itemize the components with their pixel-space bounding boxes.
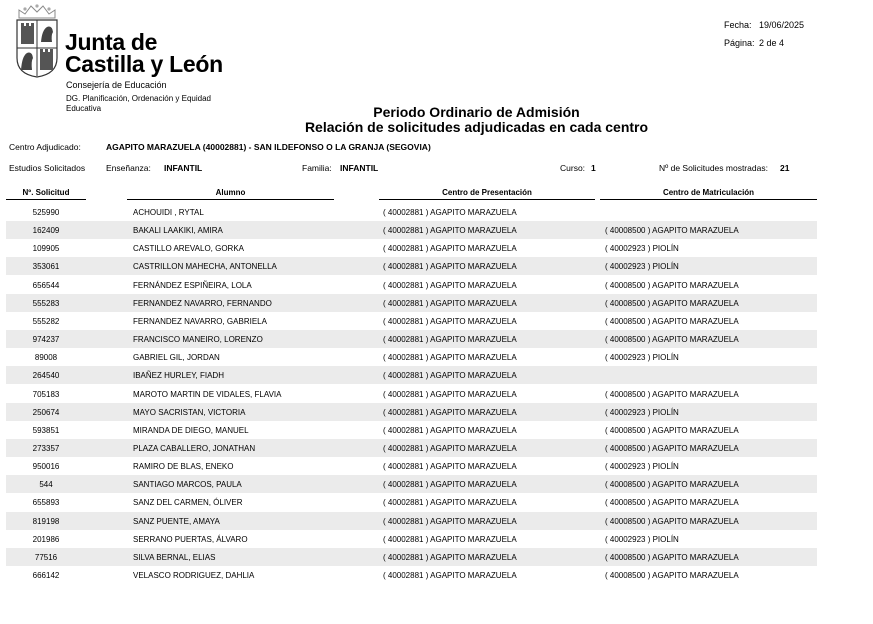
report-title: Periodo Ordinario de Admisión (373, 104, 580, 120)
centro-value: AGAPITO MARAZUELA (40002881) - SAN ILDEFONSO O LA GRANJA (SEGOVIA) (106, 142, 431, 152)
cell-solicitud: 544 (39, 480, 53, 490)
familia-value: INFANTIL (340, 163, 379, 173)
direccion-line-2: Educativa (66, 104, 102, 113)
table-row (6, 566, 817, 584)
cell-presentacion: ( 40002881 ) AGAPITO MARAZUELA (383, 226, 517, 236)
column-header-solicitud: Nº. Solicitud (22, 188, 70, 197)
cell-presentacion: ( 40002881 ) AGAPITO MARAZUELA (383, 298, 517, 308)
cell-alumno: SANZ PUENTE, AMAYA (133, 516, 220, 526)
cell-presentacion: ( 40002881 ) AGAPITO MARAZUELA (383, 516, 517, 526)
table-row (6, 403, 817, 421)
brand-line-1: Junta de (65, 29, 158, 55)
cell-solicitud: 666142 (32, 571, 60, 580)
cell-alumno: ACHOUIDI , RYTAL (133, 208, 204, 217)
cell-matriculacion: ( 40002923 ) PIOLÍN (605, 407, 679, 417)
cell-solicitud: 273357 (32, 443, 60, 453)
header-underline (379, 199, 595, 200)
cell-solicitud: 555283 (32, 298, 60, 308)
cell-matriculacion: ( 40008500 ) AGAPITO MARAZUELA (605, 425, 739, 435)
cell-solicitud: 705183 (32, 389, 60, 399)
cell-solicitud: 593851 (32, 425, 60, 435)
table-row (6, 366, 817, 384)
cell-presentacion: ( 40002881 ) AGAPITO MARAZUELA (383, 335, 517, 345)
cell-solicitud: 162409 (32, 226, 60, 236)
cell-matriculacion: ( 40002923 ) PIOLÍN (605, 534, 679, 544)
brand-line-2: Castilla y León (65, 51, 223, 77)
cell-alumno: CASTILLO AREVALO, GORKA (133, 244, 244, 254)
table-row (6, 203, 817, 221)
cell-alumno: PLAZA CABALLERO, JONATHAN (133, 443, 256, 453)
cell-alumno: SANZ DEL CARMEN, ÓLIVER (133, 498, 243, 508)
table-row (6, 330, 817, 348)
cell-presentacion: ( 40002881 ) AGAPITO MARAZUELA (383, 498, 517, 508)
cell-matriculacion: ( 40008500 ) AGAPITO MARAZUELA (605, 443, 739, 453)
table-row (6, 548, 817, 566)
table-row (6, 421, 817, 439)
column-header-matriculacion: Centro de Matriculación (662, 188, 755, 197)
table-row (6, 312, 817, 330)
ensenanza-value: INFANTIL (164, 163, 203, 173)
fecha-value: 19/06/2025 (759, 20, 805, 30)
report-subtitle: Relación de solicitudes adjudicadas en cada centro (304, 119, 649, 135)
cell-presentacion: ( 40002881 ) AGAPITO MARAZUELA (383, 389, 517, 399)
cell-alumno: CASTRILLON MAHECHA, ANTONELLA (133, 262, 277, 272)
table-row (6, 221, 817, 239)
cell-presentacion: ( 40002881 ) AGAPITO MARAZUELA (383, 480, 517, 490)
fecha-label: Fecha: (724, 20, 752, 30)
cell-solicitud: 353061 (32, 262, 60, 272)
table-row (6, 512, 817, 530)
cell-alumno: FERNANDEZ NAVARRO, GABRIELA (133, 316, 267, 326)
num-solicitudes-value: 21 (780, 163, 790, 173)
table-row (6, 257, 817, 275)
cell-solicitud: 201986 (32, 534, 60, 544)
cell-matriculacion: ( 40008500 ) AGAPITO MARAZUELA (605, 335, 739, 345)
table-row (6, 475, 817, 493)
cell-solicitud: 555282 (32, 316, 60, 326)
curso-label: Curso: (560, 163, 586, 173)
cell-presentacion: ( 40002881 ) AGAPITO MARAZUELA (383, 425, 517, 435)
cell-presentacion: ( 40002881 ) AGAPITO MARAZUELA (383, 552, 517, 562)
cell-matriculacion: ( 40008500 ) AGAPITO MARAZUELA (605, 480, 739, 490)
cell-alumno: SILVA BERNAL, ELIAS (133, 552, 216, 562)
cell-presentacion: ( 40002881 ) AGAPITO MARAZUELA (383, 407, 517, 417)
cell-solicitud: 525990 (32, 208, 60, 217)
table-row (6, 239, 817, 257)
cell-solicitud: 109905 (32, 244, 60, 254)
centro-label: Centro Adjudicado: (9, 142, 81, 152)
cell-alumno: FERNANDEZ NAVARRO, FERNANDO (133, 298, 272, 308)
table-row (6, 385, 817, 403)
cell-matriculacion: ( 40008500 ) AGAPITO MARAZUELA (605, 226, 739, 236)
cell-alumno: BAKALI LAAKIKI, AMIRA (133, 226, 223, 236)
cell-solicitud: 974237 (32, 335, 60, 345)
cell-presentacion: ( 40002881 ) AGAPITO MARAZUELA (383, 371, 517, 381)
header-underline (6, 199, 86, 200)
cell-presentacion: ( 40002881 ) AGAPITO MARAZUELA (383, 534, 517, 544)
column-header-alumno: Alumno (215, 188, 246, 197)
cell-matriculacion: ( 40008500 ) AGAPITO MARAZUELA (605, 498, 739, 508)
cell-solicitud: 89008 (34, 353, 58, 363)
table-row (6, 493, 817, 511)
cell-presentacion: ( 40002881 ) AGAPITO MARAZUELA (383, 353, 517, 363)
cell-presentacion: ( 40002881 ) AGAPITO MARAZUELA (383, 462, 517, 472)
ensenanza-label: Enseñanza: (106, 163, 151, 173)
cell-alumno: VELASCO RODRIGUEZ, DAHLIA (133, 571, 255, 580)
cell-alumno: MAROTO MARTIN DE VIDALES, FLAVIA (133, 389, 282, 399)
header-underline (600, 199, 817, 200)
cell-matriculacion: ( 40008500 ) AGAPITO MARAZUELA (605, 552, 739, 562)
cell-matriculacion: ( 40002923 ) PIOLÍN (605, 462, 679, 472)
cell-presentacion: ( 40002881 ) AGAPITO MARAZUELA (383, 316, 517, 326)
cell-matriculacion: ( 40002923 ) PIOLÍN (605, 353, 679, 363)
consejeria-text: Consejería de Educación (66, 80, 167, 90)
cell-alumno: GABRIEL GIL, JORDAN (133, 353, 220, 363)
cell-alumno: FRANCISCO MANEIRO, LORENZO (133, 335, 263, 345)
estudios-label: Estudios Solicitados (9, 163, 86, 173)
cell-matriculacion: ( 40008500 ) AGAPITO MARAZUELA (605, 571, 739, 580)
familia-label: Familia: (302, 163, 332, 173)
cell-solicitud: 819198 (32, 516, 60, 526)
table-row (6, 439, 817, 457)
cell-matriculacion: ( 40008500 ) AGAPITO MARAZUELA (605, 516, 739, 526)
table-row (6, 348, 817, 366)
cell-matriculacion: ( 40008500 ) AGAPITO MARAZUELA (605, 316, 739, 326)
cell-presentacion: ( 40002881 ) AGAPITO MARAZUELA (383, 571, 517, 580)
cell-solicitud: 655893 (32, 498, 60, 508)
table-row (6, 457, 817, 475)
cell-solicitud: 250674 (32, 407, 60, 417)
cell-alumno: MAYO SACRISTAN, VICTORIA (133, 407, 246, 417)
cell-solicitud: 656544 (32, 280, 60, 290)
cell-alumno: SANTIAGO MARCOS, PAULA (133, 480, 242, 490)
cell-presentacion: ( 40002881 ) AGAPITO MARAZUELA (383, 262, 517, 272)
cell-matriculacion: ( 40002923 ) PIOLÍN (605, 262, 679, 272)
cell-alumno: RAMIRO DE BLAS, ENEKO (133, 462, 234, 472)
curso-value: 1 (591, 163, 596, 173)
cell-alumno: SERRANO PUERTAS, ÁLVARO (133, 534, 248, 544)
table-row (6, 294, 817, 312)
cell-presentacion: ( 40002881 ) AGAPITO MARAZUELA (383, 208, 517, 217)
cell-presentacion: ( 40002881 ) AGAPITO MARAZUELA (383, 443, 517, 453)
coat-of-arms-logo (15, 2, 59, 78)
cell-solicitud: 77516 (34, 552, 58, 562)
cell-matriculacion: ( 40008500 ) AGAPITO MARAZUELA (605, 298, 739, 308)
table-row (6, 276, 817, 294)
cell-solicitud: 950016 (32, 462, 60, 472)
pagina-label: Página: (724, 38, 755, 48)
cell-presentacion: ( 40002881 ) AGAPITO MARAZUELA (383, 244, 517, 254)
cell-matriculacion: ( 40008500 ) AGAPITO MARAZUELA (605, 389, 739, 399)
header-underline (127, 199, 334, 200)
cell-matriculacion: ( 40002923 ) PIOLÍN (605, 244, 679, 254)
column-header-presentacion: Centro de Presentación (442, 188, 532, 197)
cell-matriculacion: ( 40008500 ) AGAPITO MARAZUELA (605, 280, 739, 290)
cell-alumno: IBAÑEZ HURLEY, FIADH (133, 371, 224, 381)
cell-alumno: MIRANDA DE DIEGO, MANUEL (133, 425, 249, 435)
cell-presentacion: ( 40002881 ) AGAPITO MARAZUELA (383, 280, 517, 290)
num-solicitudes-label: Nº de Solicitudes mostradas: (659, 163, 768, 173)
table-row (6, 530, 817, 548)
cell-solicitud: 264540 (32, 371, 60, 381)
pagina-value: 2 de 4 (759, 38, 785, 48)
cell-alumno: FERNÁNDEZ ESPIÑEIRA, LOLA (133, 280, 252, 290)
direccion-line-1: DG. Planificación, Ordenación y Equidad (66, 94, 211, 103)
